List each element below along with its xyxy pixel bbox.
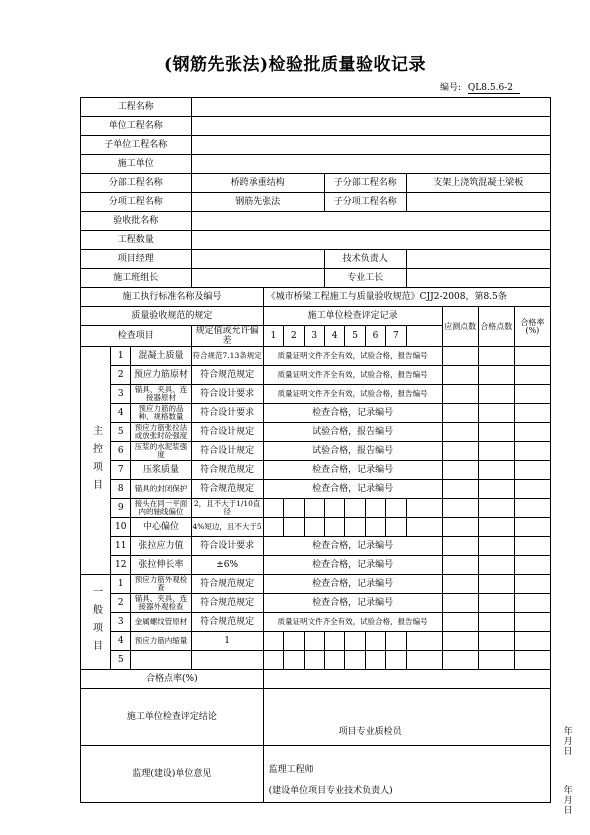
num-1: 1 [263, 326, 283, 347]
measured-cell[interactable] [442, 347, 478, 366]
rate-cell[interactable] [514, 594, 550, 613]
measured-cell[interactable] [442, 556, 478, 575]
division-value: 桥跨承重结构 [191, 174, 324, 193]
measured-cell[interactable] [442, 442, 478, 461]
measured-cell[interactable] [442, 518, 478, 537]
main-row [81, 461, 551, 480]
item-spec: 符合设计要求 [191, 385, 263, 404]
qualified-cell[interactable] [478, 366, 514, 385]
qualified-cell[interactable] [478, 518, 514, 537]
general-row [81, 651, 551, 670]
unit-project-value[interactable] [191, 117, 550, 136]
item-no: 10 [111, 518, 131, 537]
measure-cell[interactable] [304, 499, 324, 518]
tech-lead-value[interactable] [406, 250, 550, 269]
measured-cell[interactable] [442, 651, 478, 670]
item-spec: 符合设计要求 [191, 404, 263, 423]
main-row [81, 423, 551, 442]
num-2: 2 [284, 326, 304, 347]
rate-cell[interactable] [514, 651, 550, 670]
qualified-cell[interactable] [478, 347, 514, 366]
item-name: 混凝土质量 [131, 347, 191, 366]
num-7: 7 [386, 326, 406, 347]
qualified-cell[interactable] [478, 404, 514, 423]
item-no: 5 [111, 423, 131, 442]
unit-project-label: 单位工程名称 [81, 117, 192, 136]
sub-division-value: 支架上浇筑混凝土梁板 [406, 174, 550, 193]
item-name [131, 651, 191, 670]
measured-cell[interactable] [442, 385, 478, 404]
measured-cell[interactable] [442, 499, 478, 518]
measure-cell[interactable] [386, 499, 406, 518]
num-3: 3 [304, 326, 324, 347]
pass-rate-label: 合格点率(%) [81, 670, 264, 689]
item-name: 接头在同一平面内的轴线偏位 [131, 499, 191, 518]
item-spec: 符合规范7.13条规定 [191, 347, 263, 366]
item-record[interactable]: 质量证明文件齐全有效，试验合格，报告编号 [263, 347, 442, 366]
num-4: 4 [324, 326, 344, 347]
conclusion-label: 施工单位检查评定结论 [81, 689, 264, 746]
qualified-cell[interactable] [478, 442, 514, 461]
item-no: 2 [111, 366, 131, 385]
main-row [81, 556, 551, 575]
rate-cell[interactable] [514, 461, 550, 480]
measure-cell[interactable] [304, 632, 324, 651]
project-manager-value[interactable] [191, 250, 324, 269]
measure-cell[interactable] [263, 651, 283, 670]
main-row [81, 537, 551, 556]
measure-cell[interactable] [345, 632, 365, 651]
item-name: 锚具、夹具、连接器原材 [131, 385, 191, 404]
sub-item-value[interactable] [406, 193, 550, 212]
measure-cell[interactable] [406, 518, 442, 537]
measure-cell[interactable] [365, 518, 385, 537]
item-no: 2 [111, 594, 131, 613]
qualified-cell[interactable] [478, 499, 514, 518]
item-record[interactable]: 检查合格，记录编号 [263, 461, 442, 480]
item-no: 1 [111, 575, 131, 594]
item-record[interactable]: 检查合格，记录编号 [263, 575, 442, 594]
main-row [81, 385, 551, 404]
rate-cell[interactable] [514, 423, 550, 442]
item-name: 锚具、夹具、连接器外观检查 [131, 594, 191, 613]
item-no: 4 [111, 632, 131, 651]
item-name: 预应力筋张拉法或放张时砼强度 [131, 423, 191, 442]
conclusion-date: 年 月 日 [563, 727, 573, 757]
item-record[interactable]: 试验合格，报告编号 [263, 442, 442, 461]
code-value: QL8.5.6-2 [468, 83, 520, 94]
form-code [440, 80, 520, 94]
item-no: 3 [111, 385, 131, 404]
measure-cell[interactable] [284, 651, 304, 670]
item-no: 11 [111, 537, 131, 556]
main-label: 主控项目 [81, 347, 111, 575]
item-name: 压浆质量 [131, 461, 191, 480]
spec-header: 质量验收规范的规定 [81, 307, 264, 326]
item-no: 5 [111, 651, 131, 670]
item-name: 金属螺纹管原材 [131, 613, 191, 632]
item-record[interactable]: 检查合格，记录编号 [263, 404, 442, 423]
item-name: 张拉伸长率 [131, 556, 191, 575]
item-spec [191, 651, 263, 670]
measure-cell[interactable] [284, 518, 304, 537]
measure-cell[interactable] [365, 499, 385, 518]
measure-cell[interactable] [345, 518, 365, 537]
measure-cell[interactable] [304, 651, 324, 670]
measure-cell[interactable] [324, 651, 344, 670]
main-row [81, 347, 551, 366]
measure-cell[interactable] [324, 632, 344, 651]
project-name-label: 工程名称 [81, 98, 192, 117]
item-spec: 符合规范规定 [191, 575, 263, 594]
measured-cell[interactable] [442, 594, 478, 613]
qualified-cell[interactable] [478, 632, 514, 651]
rate-cell[interactable] [514, 442, 550, 461]
rate-cell[interactable] [514, 366, 550, 385]
item-record[interactable]: 检查合格，记录编号 [263, 556, 442, 575]
measured-cell[interactable] [442, 575, 478, 594]
measure-cell[interactable] [263, 518, 283, 537]
measure-cell[interactable] [345, 499, 365, 518]
rate-cell[interactable] [514, 613, 550, 632]
measure-cell[interactable] [365, 632, 385, 651]
general-label: 一般项目 [81, 575, 111, 670]
item-spec: 1 [191, 632, 263, 651]
measure-cell[interactable] [284, 632, 304, 651]
tech-lead-label: 技术负责人 [324, 250, 406, 269]
foreman-value[interactable] [406, 269, 550, 288]
construction-unit-value[interactable] [191, 155, 550, 174]
measure-cell[interactable] [386, 651, 406, 670]
owner-rep: (建设单位项目专业技术负责人) [268, 786, 393, 796]
measure-cell[interactable] [386, 632, 406, 651]
measured-cell[interactable] [442, 537, 478, 556]
supervisor-engineer: 监理工程师 [268, 765, 314, 775]
measured-header: 应测点数 [442, 307, 478, 347]
foreman-label: 专业工长 [324, 269, 406, 288]
item-spec: ±6% [191, 556, 263, 575]
quantity-value[interactable] [191, 231, 550, 250]
measure-cell[interactable] [304, 518, 324, 537]
item-record[interactable]: 试验合格，报告编号 [263, 423, 442, 442]
measure-cell[interactable] [345, 651, 365, 670]
item-no: 6 [111, 442, 131, 461]
main-row [81, 404, 551, 423]
allowed-header: 规定值或允许偏差 [191, 326, 263, 347]
supervisor-cell[interactable] [263, 746, 573, 816]
item-name: 预应力筋原材 [131, 366, 191, 385]
num-6: 6 [365, 326, 385, 347]
item-no: 1 [111, 347, 131, 366]
main-row [81, 499, 551, 518]
item-name: 张拉应力值 [131, 537, 191, 556]
item-spec: 4%短边，且不大于5 [191, 518, 263, 537]
construction-unit-label: 施工单位 [81, 155, 192, 174]
qualified-cell[interactable] [478, 556, 514, 575]
batch-name-label: 验收批名称 [81, 212, 192, 231]
conclusion-cell[interactable] [263, 689, 573, 757]
rate-cell[interactable] [514, 537, 550, 556]
item-no: 9 [111, 499, 131, 518]
project-manager-label: 项目经理 [81, 250, 192, 269]
measured-cell[interactable] [442, 404, 478, 423]
rate-cell[interactable] [514, 499, 550, 518]
team-leader-value[interactable] [191, 269, 324, 288]
item-no: 4 [111, 404, 131, 423]
rate-cell[interactable] [514, 404, 550, 423]
team-leader-label: 施工班组长 [81, 269, 192, 288]
main-items [81, 347, 551, 575]
measured-cell[interactable] [442, 366, 478, 385]
general-row [81, 613, 551, 632]
rate-cell[interactable] [514, 480, 550, 499]
item-name: 预应力筋外观检查 [131, 575, 191, 594]
measure-cell[interactable] [263, 632, 283, 651]
measure-cell[interactable] [406, 632, 442, 651]
item-spec: 符合规范规定 [191, 480, 263, 499]
qualified-cell[interactable] [478, 537, 514, 556]
item-no: 8 [111, 480, 131, 499]
qualified-cell[interactable] [478, 461, 514, 480]
rate-cell[interactable] [514, 575, 550, 594]
batch-name-value[interactable] [191, 212, 550, 231]
item-label: 分项工程名称 [81, 193, 192, 212]
qualified-cell[interactable] [478, 480, 514, 499]
main-row [81, 442, 551, 461]
measured-cell[interactable] [442, 613, 478, 632]
item-spec: 符合设计规定 [191, 423, 263, 442]
rate-cell[interactable] [514, 632, 550, 651]
general-row [81, 594, 551, 613]
general-items [81, 575, 551, 670]
item-record[interactable]: 检查合格，记录编号 [263, 594, 442, 613]
inspection-table [80, 97, 573, 816]
check-item-header: 检查项目 [81, 326, 192, 347]
item-name: 压浆的水泥浆强度 [131, 442, 191, 461]
quantity-label: 工程数量 [81, 231, 192, 250]
qualified-cell[interactable] [478, 613, 514, 632]
rate-cell[interactable] [514, 347, 550, 366]
main-row [81, 518, 551, 537]
measure-cell[interactable] [406, 651, 442, 670]
main-row [81, 480, 551, 499]
item-spec: 符合设计要求 [191, 537, 263, 556]
rate-cell[interactable] [514, 518, 550, 537]
item-no: 7 [111, 461, 131, 480]
measured-cell[interactable] [442, 632, 478, 651]
item-name: 预应力筋的品种、规格数量 [131, 404, 191, 423]
item-record[interactable]: 质量证明文件齐全有效，试验合格，报告编号 [263, 613, 442, 632]
standard-value: 《城市桥梁工程施工与质量验收规范》CJJ2-2008，第8.5条 [263, 288, 550, 307]
item-value: 钢筋先张法 [191, 193, 324, 212]
general-row [81, 575, 551, 594]
standard-label: 施工执行标准名称及编号 [81, 288, 264, 307]
sub-division-label: 子分部工程名称 [324, 174, 406, 193]
qualified-cell[interactable] [478, 423, 514, 442]
page-title: (钢筋先张法)检验批质量验收记录 [163, 55, 427, 75]
item-name: 预应力筋内缩量 [131, 632, 191, 651]
rate-cell[interactable] [514, 556, 550, 575]
inspector-label: 项目专业质检员 [338, 727, 402, 737]
item-record[interactable]: 检查合格，记录编号 [263, 480, 442, 499]
sub-unit-project-value[interactable] [191, 136, 550, 155]
measured-cell[interactable] [442, 480, 478, 499]
measure-cell[interactable] [365, 651, 385, 670]
record-header: 施工单位检查评定记录 [263, 307, 442, 326]
item-spec: 符合规范规定 [191, 594, 263, 613]
code-label: 编号: [440, 83, 462, 93]
division-label: 分部工程名称 [81, 174, 192, 193]
sub-item-label: 子分项工程名称 [324, 193, 406, 212]
rate-header: 合格率(%) [514, 307, 550, 347]
measured-cell[interactable] [442, 461, 478, 480]
measure-cell[interactable] [284, 499, 304, 518]
project-name-value[interactable] [191, 98, 550, 117]
item-record[interactable]: 质量证明文件齐全有效，试验合格，报告编号 [263, 366, 442, 385]
supervisor-date: 年 月 日 [563, 786, 573, 816]
measure-cell[interactable] [263, 499, 283, 518]
item-no: 3 [111, 613, 131, 632]
sub-unit-project-label: 子单位工程名称 [81, 136, 192, 155]
qualified-header: 合格点数 [478, 307, 514, 347]
supervisor-label: 监理(建设)单位意见 [81, 746, 264, 803]
main-row [81, 366, 551, 385]
num-5: 5 [345, 326, 365, 347]
qualified-cell[interactable] [478, 594, 514, 613]
item-spec: 2，且不大于1/10直径 [191, 499, 263, 518]
item-name: 锚具的封闭保护 [131, 480, 191, 499]
measured-cell[interactable] [442, 423, 478, 442]
item-spec: 符合规范规定 [191, 366, 263, 385]
item-record[interactable]: 检查合格，记录编号 [263, 537, 442, 556]
measure-cell[interactable] [324, 518, 344, 537]
item-spec: 符合规范规定 [191, 461, 263, 480]
item-name: 中心偏位 [131, 518, 191, 537]
measure-cell[interactable] [386, 518, 406, 537]
num-blank [406, 326, 442, 347]
qualified-cell[interactable] [478, 575, 514, 594]
measure-cell[interactable] [324, 499, 344, 518]
qualified-cell[interactable] [478, 651, 514, 670]
item-no: 12 [111, 556, 131, 575]
measure-cell[interactable] [406, 499, 442, 518]
item-record[interactable]: 质量证明文件齐全有效，试验合格，报告编号 [263, 385, 442, 404]
item-spec: 符合规范规定 [191, 613, 263, 632]
item-spec: 符合设计规定 [191, 442, 263, 461]
general-row [81, 632, 551, 651]
qualified-cell[interactable] [478, 385, 514, 404]
pass-rate-value[interactable] [263, 670, 550, 689]
rate-cell[interactable] [514, 385, 550, 404]
